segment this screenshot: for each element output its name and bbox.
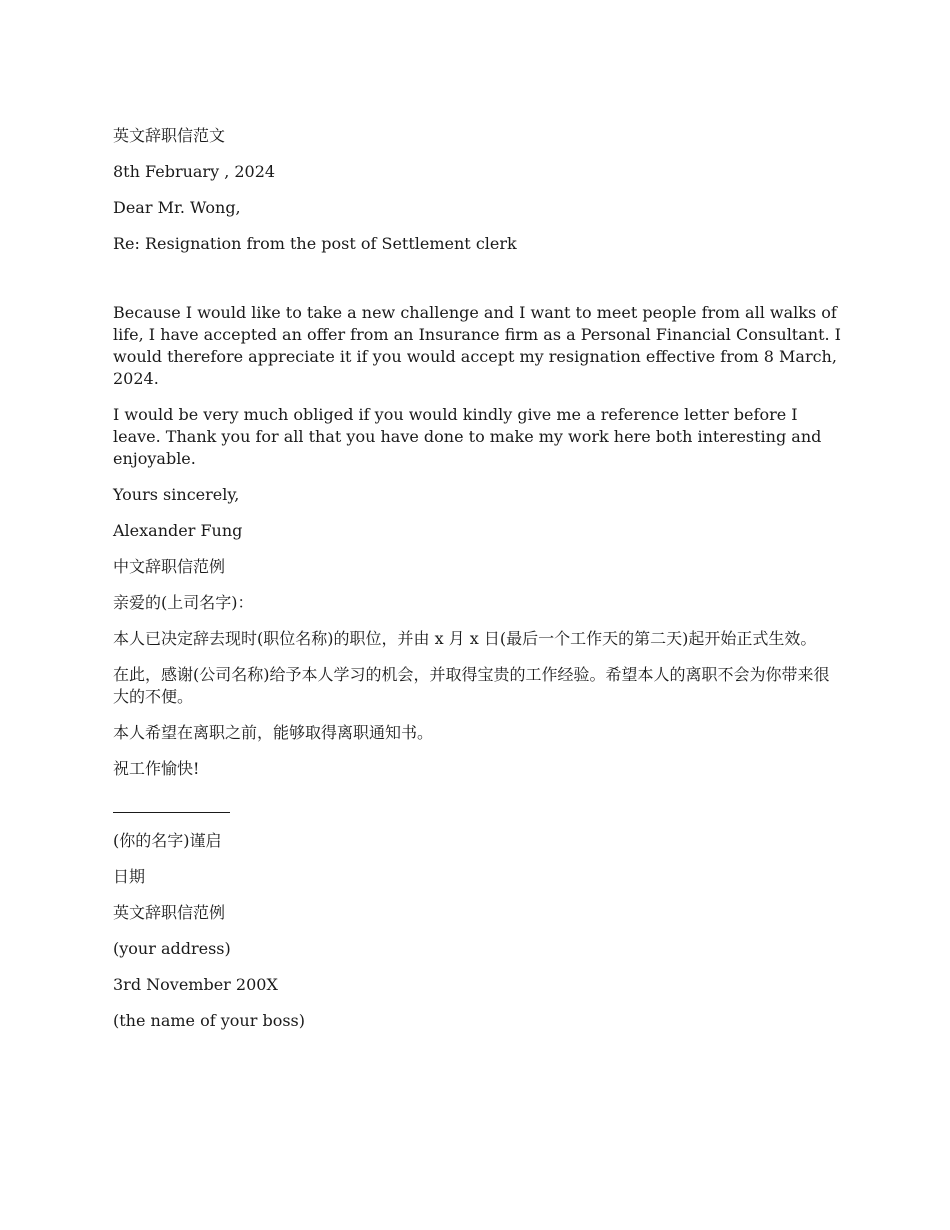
- letter-paragraph-2: I would be very much obliged if you would kindly give me a reference letter before I leave. Thank you for all that you have done to make my work here both interesting and enjoyable.: [113, 405, 822, 468]
- letter-closing: Yours sincerely,: [113, 485, 240, 504]
- document-body: [113, 125, 841, 1046]
- cn-paragraph-3: 本人希望在离职之前，能够取得离职通知书。: [113, 723, 434, 742]
- cn-paragraph-1: 本人已决定辞去现时(职位名称)的职位，并由 x 月 x 日(最后一个工作天的第二天)起开始正式生效。: [113, 629, 817, 648]
- example-date: 3rd November 200X: [113, 975, 278, 994]
- cn-salutation: 亲爱的(上司名字)：: [113, 593, 254, 612]
- heading-english-sample: 英文辞职信范文: [113, 126, 226, 145]
- letter-paragraph-1: Because I would like to take a new challenge and I want to meet people from all walks of life, I have accepted an offer from an Insurance firm as a Personal Financial Consultant. I would therefore appreciate it if you would accept my resignation effective from 8 March, 2024.: [113, 303, 841, 388]
- heading-english-example: 英文辞职信范例: [113, 903, 226, 922]
- cn-paragraph-2: 在此，感谢(公司名称)给予本人学习的机会，并取得宝贵的工作经验。希望本人的离职不会为你带来很大的不便。: [113, 665, 830, 706]
- boss-placeholder: (the name of your boss): [113, 1011, 305, 1030]
- cn-signoff: (你的名字)谨启: [113, 831, 222, 850]
- heading-chinese-sample: 中文辞职信范例: [113, 557, 226, 576]
- letter-salutation: Dear Mr. Wong,: [113, 198, 241, 217]
- address-placeholder: (your address): [113, 939, 231, 958]
- cn-wish: 祝工作愉快!: [113, 759, 200, 778]
- letter-date: 8th February , 2024: [113, 162, 276, 181]
- letter-signature-name: Alexander Fung: [113, 521, 243, 540]
- letter-subject: Re: Resignation from the post of Settlement clerk: [113, 234, 517, 253]
- signature-line: [113, 791, 230, 813]
- cn-date-label: 日期: [113, 867, 146, 886]
